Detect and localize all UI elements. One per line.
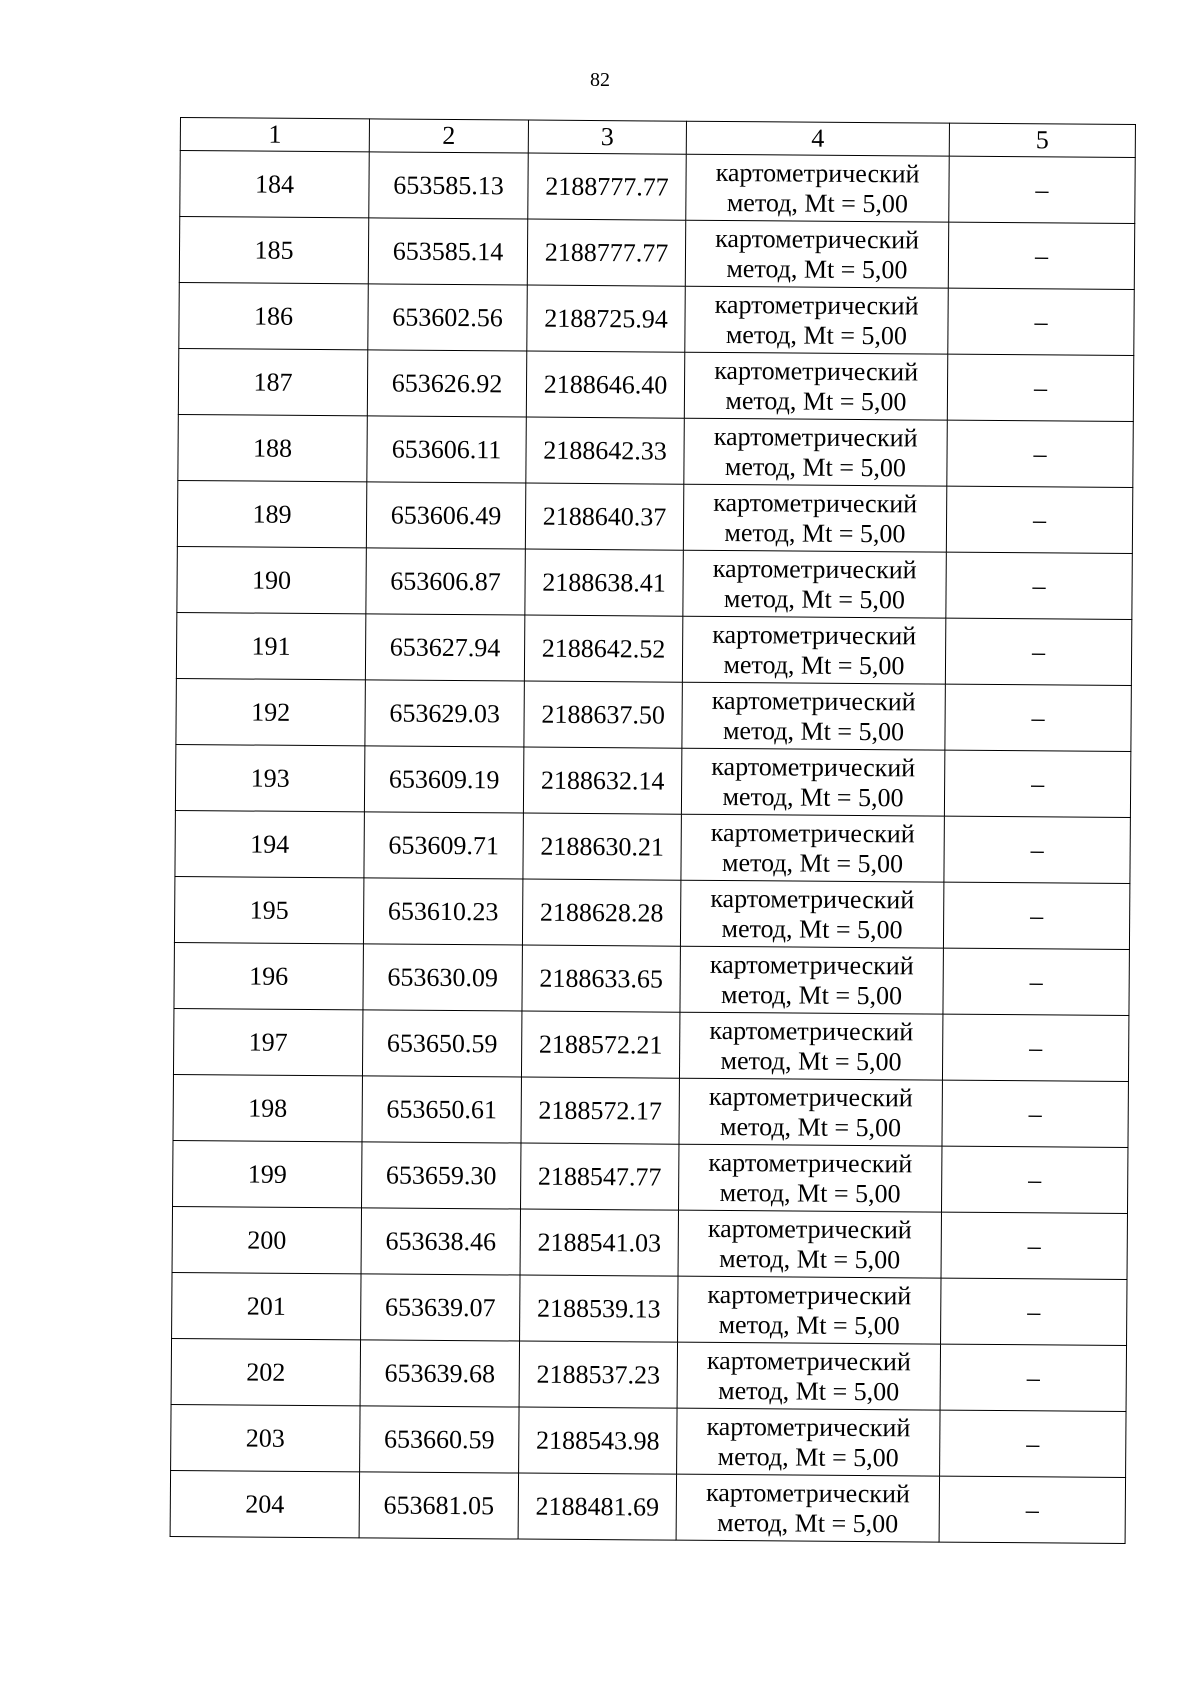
table-body xyxy=(170,151,1135,1544)
method-name: картометрический xyxy=(711,685,916,716)
note-cell: – xyxy=(939,1476,1125,1543)
point-number-cell: 185 xyxy=(179,217,368,284)
point-number-cell: 198 xyxy=(173,1074,362,1141)
point-number-cell: 187 xyxy=(178,348,367,415)
note-cell: – xyxy=(947,420,1133,487)
x-coordinate-cell: 653606.49 xyxy=(366,482,525,549)
x-coordinate-cell: 653638.46 xyxy=(361,1208,520,1275)
y-coordinate-cell: 2188640.37 xyxy=(525,483,683,550)
method-cell xyxy=(678,1276,941,1344)
method-cell xyxy=(684,352,947,420)
note-cell: – xyxy=(946,552,1132,619)
method-name: картометрический xyxy=(712,553,917,584)
x-coordinate-cell: 653585.14 xyxy=(368,218,527,285)
table-row xyxy=(175,744,1130,817)
method-name: картометрический xyxy=(713,487,918,518)
y-coordinate-cell: 2188481.69 xyxy=(518,1473,676,1540)
y-coordinate-cell: 2188642.33 xyxy=(526,417,684,484)
note-cell: – xyxy=(947,354,1133,421)
method-name: картометрический xyxy=(715,157,920,188)
method-cell xyxy=(677,1408,940,1476)
method-accuracy: метод, Mt = 5,00 xyxy=(721,847,904,878)
method-cell xyxy=(676,1474,939,1542)
x-coordinate-cell: 653681.05 xyxy=(359,1472,518,1539)
table-row xyxy=(178,414,1133,487)
page-number: 82 xyxy=(590,69,610,91)
y-coordinate-cell: 2188543.98 xyxy=(519,1407,677,1474)
y-coordinate-cell: 2188632.14 xyxy=(523,747,681,814)
table-row xyxy=(177,546,1132,619)
method-accuracy: метод, Mt = 5,00 xyxy=(725,385,907,416)
column-header-2: 2 xyxy=(369,119,528,153)
method-name: картометрический xyxy=(707,1213,912,1244)
method-name: картометрический xyxy=(714,289,919,320)
method-accuracy: метод, Mt = 5,00 xyxy=(720,979,903,1010)
method-name: картометрический xyxy=(710,817,915,848)
method-cell xyxy=(679,1144,942,1212)
method-cell xyxy=(684,418,947,486)
method-accuracy: метод, Mt = 5,00 xyxy=(719,1177,901,1208)
y-coordinate-cell: 2188638.41 xyxy=(525,549,683,616)
y-coordinate-cell: 2188547.77 xyxy=(521,1143,679,1210)
point-number-cell: 200 xyxy=(172,1206,361,1273)
method-cell xyxy=(682,616,945,684)
x-coordinate-cell: 653660.59 xyxy=(360,1406,519,1473)
point-number-cell: 194 xyxy=(175,810,364,877)
method-accuracy: метод, Mt = 5,00 xyxy=(718,1375,900,1406)
method-cell xyxy=(686,154,949,222)
method-cell xyxy=(681,748,944,816)
x-coordinate-cell: 653659.30 xyxy=(362,1142,521,1209)
x-coordinate-cell: 653585.13 xyxy=(369,152,528,219)
column-header-1: 1 xyxy=(180,118,369,152)
note-cell: – xyxy=(946,486,1132,553)
point-number-cell: 190 xyxy=(177,546,366,613)
y-coordinate-cell: 2188628.28 xyxy=(522,879,680,946)
x-coordinate-cell: 653650.61 xyxy=(362,1076,521,1143)
table-row xyxy=(174,876,1129,949)
note-cell: – xyxy=(949,156,1135,223)
note-cell: – xyxy=(940,1410,1126,1477)
method-accuracy: метод, Mt = 5,00 xyxy=(720,1111,902,1142)
note-cell: – xyxy=(941,1278,1127,1345)
y-coordinate-cell: 2188630.21 xyxy=(523,813,681,880)
note-cell: – xyxy=(941,1212,1127,1279)
column-header-3: 3 xyxy=(528,120,686,154)
point-number-cell: 201 xyxy=(172,1272,361,1339)
method-accuracy: метод, Mt = 5,00 xyxy=(722,715,905,746)
method-accuracy: метод, Mt = 5,00 xyxy=(719,1243,901,1274)
method-accuracy: метод, Mt = 5,00 xyxy=(720,1045,902,1076)
note-cell: – xyxy=(940,1344,1126,1411)
table-row xyxy=(172,1272,1127,1345)
x-coordinate-cell: 653610.23 xyxy=(363,878,522,945)
table-row xyxy=(174,942,1129,1015)
x-coordinate-cell: 653626.92 xyxy=(367,350,526,417)
method-name: картометрический xyxy=(709,1015,914,1046)
table-row xyxy=(178,348,1133,421)
method-accuracy: метод, Mt = 5,00 xyxy=(725,319,908,350)
x-coordinate-cell: 653639.68 xyxy=(360,1340,519,1407)
y-coordinate-cell: 2188637.50 xyxy=(524,681,682,748)
point-number-cell: 196 xyxy=(174,942,363,1009)
method-name: картометрический xyxy=(709,949,914,980)
point-number-cell: 188 xyxy=(178,414,367,481)
method-cell xyxy=(680,880,943,948)
y-coordinate-cell: 2188642.52 xyxy=(524,615,682,682)
table-row xyxy=(177,480,1132,553)
method-cell xyxy=(679,1012,942,1080)
x-coordinate-cell: 653630.09 xyxy=(363,944,522,1011)
point-number-cell: 192 xyxy=(176,678,365,745)
table-row xyxy=(171,1404,1126,1477)
method-accuracy: метод, Mt = 5,00 xyxy=(718,1309,900,1340)
note-cell: – xyxy=(944,816,1130,883)
method-accuracy: метод, Mt = 5,00 xyxy=(723,583,906,614)
method-cell xyxy=(682,682,945,750)
y-coordinate-cell: 2188537.23 xyxy=(519,1341,677,1408)
table-row xyxy=(171,1338,1126,1411)
method-name: картометрический xyxy=(708,1081,913,1112)
method-cell xyxy=(685,286,948,354)
x-coordinate-cell: 653606.87 xyxy=(366,548,525,615)
method-name: картометрический xyxy=(715,223,920,254)
note-cell: – xyxy=(943,882,1129,949)
y-coordinate-cell: 2188646.40 xyxy=(526,351,684,418)
method-accuracy: метод, Mt = 5,00 xyxy=(726,253,908,284)
method-name: картометрический xyxy=(708,1147,913,1178)
table-row xyxy=(173,1008,1128,1081)
method-accuracy: метод, Mt = 5,00 xyxy=(717,1441,899,1472)
x-coordinate-cell: 653650.59 xyxy=(362,1010,521,1077)
note-cell: – xyxy=(944,750,1130,817)
column-header-5: 5 xyxy=(949,123,1135,157)
note-cell: – xyxy=(942,1080,1128,1147)
y-coordinate-cell: 2188572.17 xyxy=(521,1077,679,1144)
point-number-cell: 202 xyxy=(171,1338,360,1405)
table-row xyxy=(179,282,1134,355)
x-coordinate-cell: 653627.94 xyxy=(365,614,524,681)
note-cell: – xyxy=(942,1014,1128,1081)
method-cell xyxy=(680,946,943,1014)
method-cell xyxy=(685,220,948,288)
x-coordinate-cell: 653629.03 xyxy=(365,680,524,747)
y-coordinate-cell: 2188777.77 xyxy=(527,219,685,286)
method-name: картометрический xyxy=(707,1279,912,1310)
note-cell: – xyxy=(948,288,1134,355)
x-coordinate-cell: 653609.71 xyxy=(364,812,523,879)
x-coordinate-cell: 653606.11 xyxy=(367,416,526,483)
column-header-4: 4 xyxy=(686,121,949,156)
method-accuracy: метод, Mt = 5,00 xyxy=(721,913,903,944)
y-coordinate-cell: 2188725.94 xyxy=(527,285,685,352)
table-row xyxy=(170,1470,1125,1543)
method-name: картометрический xyxy=(706,1411,911,1442)
method-name: картометрический xyxy=(714,355,919,386)
point-number-cell: 195 xyxy=(174,876,363,943)
table-row xyxy=(176,612,1131,685)
method-accuracy: метод, Mt = 5,00 xyxy=(722,781,904,812)
method-cell xyxy=(681,814,944,882)
table-row xyxy=(176,678,1131,751)
x-coordinate-cell: 653602.56 xyxy=(368,284,527,351)
note-cell: – xyxy=(948,222,1134,289)
method-accuracy: метод, Mt = 5,00 xyxy=(723,649,905,680)
point-number-cell: 203 xyxy=(171,1404,360,1471)
y-coordinate-cell: 2188633.65 xyxy=(522,945,680,1012)
method-name: картометрический xyxy=(706,1345,911,1376)
point-number-cell: 199 xyxy=(173,1140,362,1207)
point-number-cell: 197 xyxy=(173,1008,362,1075)
point-number-cell: 186 xyxy=(179,282,368,349)
table-row xyxy=(173,1140,1128,1213)
method-accuracy: метод, Mt = 5,00 xyxy=(724,451,907,482)
method-cell xyxy=(677,1342,940,1410)
table-row xyxy=(175,810,1130,883)
table-row xyxy=(179,217,1134,290)
method-name: картометрический xyxy=(713,421,918,452)
table-row xyxy=(180,151,1135,224)
table-row xyxy=(173,1074,1128,1147)
method-name: картометрический xyxy=(711,751,916,782)
method-name: картометрический xyxy=(705,1477,910,1508)
y-coordinate-cell: 2188572.21 xyxy=(521,1011,679,1078)
y-coordinate-cell: 2188541.03 xyxy=(520,1209,678,1276)
method-cell xyxy=(679,1078,942,1146)
y-coordinate-cell: 2188777.77 xyxy=(528,153,686,220)
method-accuracy: метод, Mt = 5,00 xyxy=(717,1507,899,1538)
method-cell xyxy=(678,1210,941,1278)
note-cell: – xyxy=(945,618,1131,685)
point-number-cell: 193 xyxy=(175,744,364,811)
x-coordinate-cell: 653609.19 xyxy=(364,746,523,813)
point-number-cell: 191 xyxy=(176,612,365,679)
note-cell: – xyxy=(941,1146,1127,1213)
coordinates-table xyxy=(170,117,1136,1544)
point-number-cell: 184 xyxy=(180,151,369,218)
x-coordinate-cell: 653639.07 xyxy=(361,1274,520,1341)
table-row xyxy=(172,1206,1127,1279)
note-cell: – xyxy=(945,684,1131,751)
method-accuracy: метод, Mt = 5,00 xyxy=(726,187,908,218)
point-number-cell: 204 xyxy=(170,1470,359,1537)
method-accuracy: метод, Mt = 5,00 xyxy=(724,517,906,548)
method-name: картометрический xyxy=(710,883,915,914)
point-number-cell: 189 xyxy=(177,480,366,547)
note-cell: – xyxy=(943,948,1129,1015)
method-name: картометрический xyxy=(712,619,917,650)
y-coordinate-cell: 2188539.13 xyxy=(520,1275,678,1342)
method-cell xyxy=(683,550,946,618)
method-cell xyxy=(683,484,946,552)
